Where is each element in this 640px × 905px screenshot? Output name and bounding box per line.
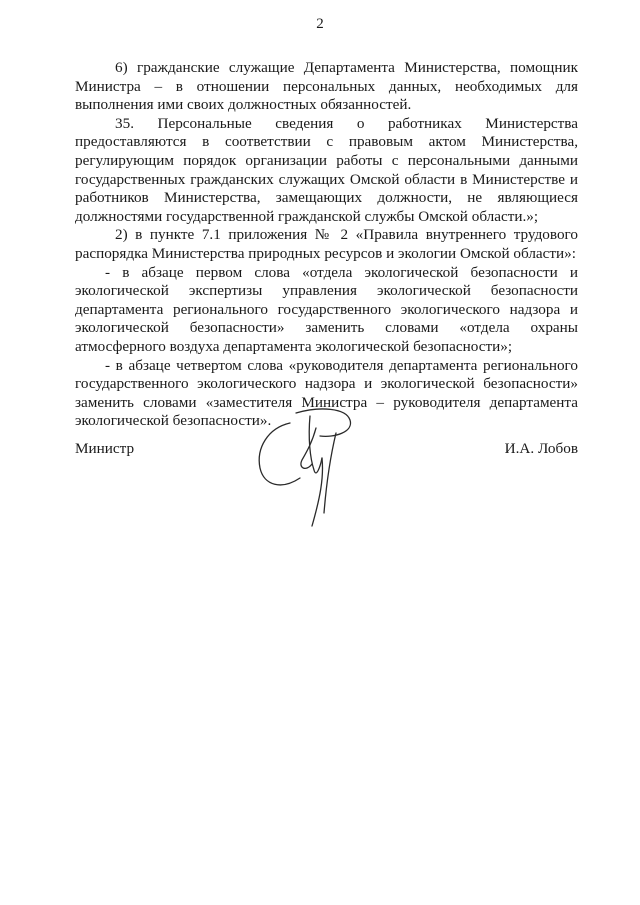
position-title: Министр (75, 440, 135, 457)
paragraph-dash-first: - в абзаце первом слова «отдела экологической безопасности и экологической экспертизы управления экологической безопасности департамента регионального государственного экологического надзора и экологической безопасности» заменить словами «отдела охраны атмосферного воздуха департамента экологической безопасности»; (75, 263, 578, 355)
paragraph-dash-fourth: - в абзаце четвертом слова «руководителя департамента регионального государственного экологического надзора и экологической безопасности» заменить словами «заместителя Министра – руководителя департамента экологической безопасности». (75, 356, 578, 430)
document-body (75, 59, 578, 431)
paragraph-item-6: 6) гражданские служащие Департамента Министерства, помощник Министра – в отношении персональных данных, необходимых для выполнения ими своих должностных обязанностей. (75, 59, 578, 114)
paragraph-amendment-2: 2) в пункте 7.1 приложения № 2 «Правила внутреннего трудового распорядка Министерства природных ресурсов и экологии Омской области»: (75, 226, 578, 262)
paragraph-35: 35. Персональные сведения о работниках Министерства предоставляются в соответствии с правовым актом Министерства, регулирующим порядок организации работы с персональными данными государственных гражданских служащих Омской области в Министерстве и работников Министерства, замещающих должности, не являющиеся должностями государственной гражданской службы Омской области.»; (75, 114, 578, 225)
page-number: 2 (316, 16, 324, 32)
signatory-name: И.А. Лобов (504, 440, 578, 457)
handwritten-signature (250, 398, 360, 528)
